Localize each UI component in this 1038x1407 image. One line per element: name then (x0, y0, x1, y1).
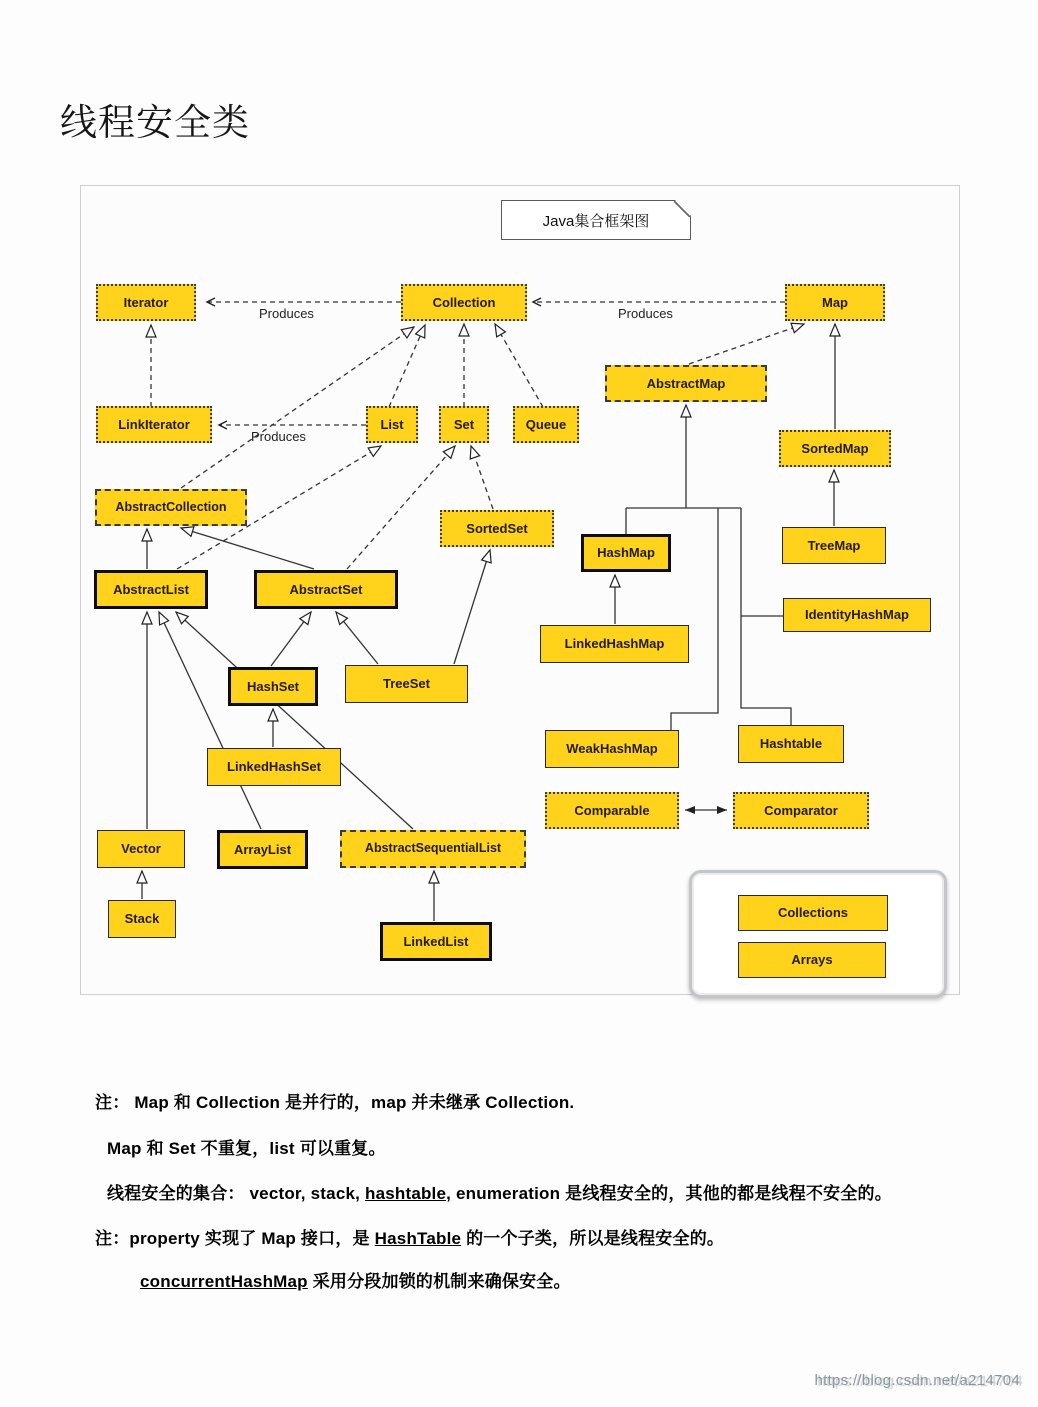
note-text: 注： Map 和 Collection 是并行的，map 并未继承 Collection. (95, 1093, 575, 1112)
node-queue: Queue (513, 406, 579, 443)
node-linkedlist: LinkedList (380, 922, 492, 961)
node-linkiterator: LinkIterator (96, 406, 212, 443)
node-arraylist: ArrayList (217, 830, 308, 869)
node-linkedhashset: LinkedHashSet (207, 748, 341, 786)
note-line-3 (107, 1179, 892, 1204)
node-vector: Vector (97, 830, 185, 868)
node-comparator: Comparator (733, 792, 869, 829)
note-text: 注：property 实现了 Map 接口，是 (95, 1229, 375, 1248)
utility-classes-panel (689, 870, 947, 998)
note-line-5 (140, 1267, 571, 1292)
produces-label: Produces (259, 306, 314, 321)
note-line-1 (95, 1088, 574, 1113)
note-text-underlined: concurrentHashMap (140, 1272, 308, 1291)
node-sortedset: SortedSet (440, 510, 554, 547)
watermark: https://blog.csdn.net/a214704 (814, 1372, 1020, 1389)
node-weakhashmap: WeakHashMap (545, 730, 679, 768)
node-map: Map (785, 284, 885, 321)
note-text: 的一个子类，所以是线程安全的。 (461, 1229, 725, 1248)
node-list: List (366, 406, 418, 443)
node-abstractmap: AbstractMap (605, 365, 767, 402)
node-abstractlist: AbstractList (94, 570, 208, 609)
node-hashmap: HashMap (581, 534, 671, 572)
node-sortedmap: SortedMap (779, 430, 891, 467)
node-collections: Collections (738, 895, 888, 931)
node-abstractset: AbstractSet (254, 570, 398, 609)
node-abstractsequentiallist: AbstractSequentialList (340, 830, 526, 868)
note-text: enumeration 是线程安全的，其他的都是线程不安全的。 (451, 1184, 892, 1203)
produces-label: Produces (618, 306, 673, 321)
note-text: Map 和 Set 不重复，list 可以重复。 (107, 1139, 386, 1158)
diagram-title: Java集合框架图 (542, 212, 650, 230)
note-line-4 (95, 1224, 724, 1249)
java-collections-diagram (80, 185, 960, 995)
note-text-underlined: HashTable (374, 1229, 462, 1248)
node-set: Set (439, 406, 489, 443)
page-title: 线程安全类 (60, 102, 250, 143)
node-collection: Collection (401, 284, 527, 321)
node-hashset: HashSet (228, 667, 318, 706)
node-hashtable: Hashtable (738, 725, 844, 763)
node-arrays: Arrays (738, 942, 886, 978)
note-line-2 (107, 1134, 386, 1159)
note-text: 线程安全的集合： vector, stack, (107, 1184, 365, 1203)
node-stack: Stack (108, 900, 176, 938)
produces-label: Produces (251, 429, 306, 444)
node-iterator: Iterator (96, 284, 196, 321)
diagram-title-note (501, 200, 691, 240)
node-treemap: TreeMap (782, 527, 886, 564)
node-abstractcollection: AbstractCollection (95, 489, 247, 526)
node-identityhashmap: IdentityHashMap (783, 598, 931, 632)
node-comparable: Comparable (545, 792, 679, 829)
node-linkedhashmap: LinkedHashMap (540, 625, 689, 663)
note-text-underlined: hashtable, (364, 1184, 452, 1203)
note-text: 采用分段加锁的机制来确保安全。 (307, 1272, 571, 1291)
node-treeset: TreeSet (345, 665, 468, 703)
